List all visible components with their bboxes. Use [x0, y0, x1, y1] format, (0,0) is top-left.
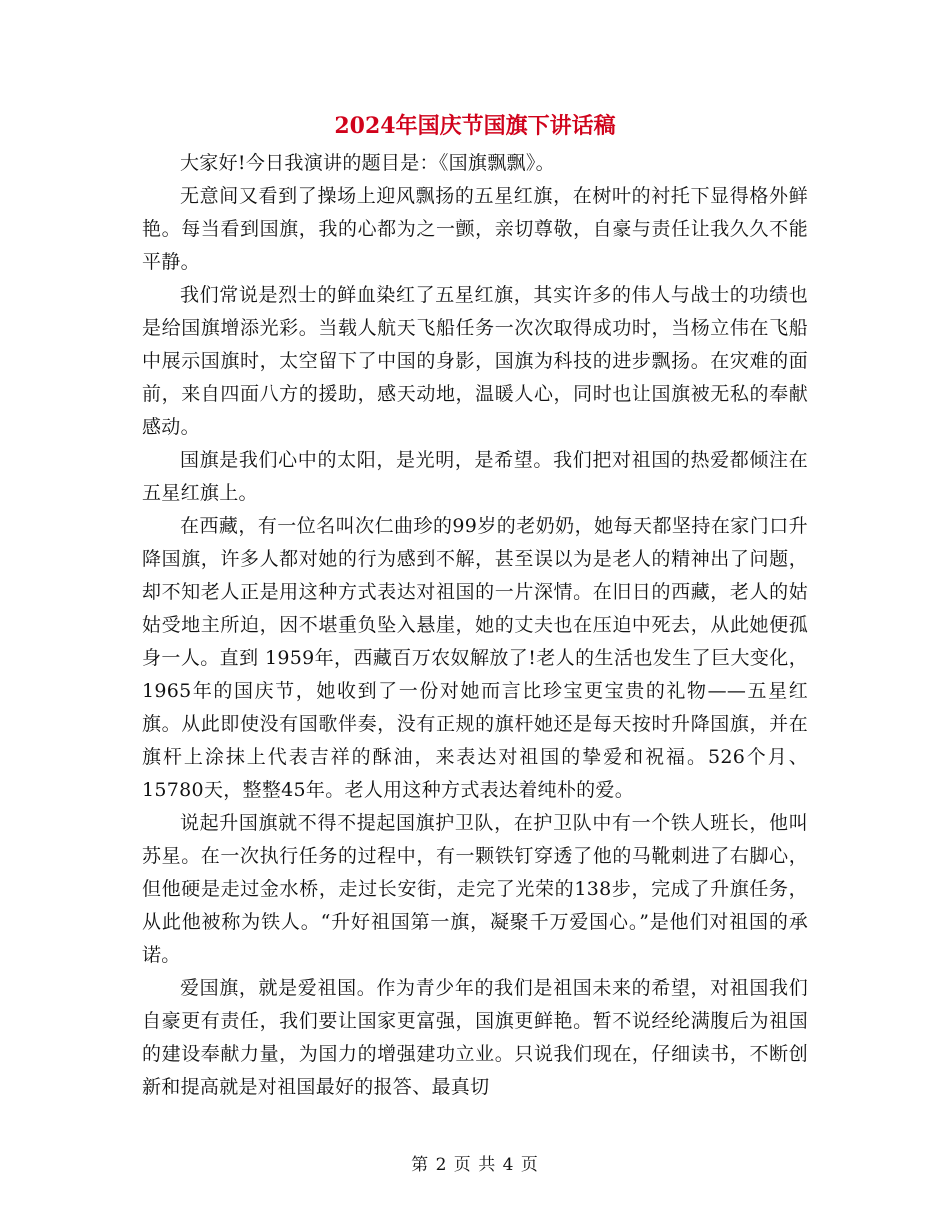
paragraph: 国旗是我们心中的太阳，是光明，是希望。我们把对祖国的热爱都倾注在五星红旗上。: [142, 449, 808, 504]
paragraph: 大家好!今日我演讲的题目是：《国旗飘飘》。: [180, 152, 555, 174]
document-title: 2024年国庆节国旗下讲话稿: [334, 113, 616, 139]
paragraph: 说起升国旗就不得不提起国旗护卫队，在护卫队中有一个铁人班长，他叫苏星。在一次执行任务的过程中，有一颗铁钉穿透了他的马靴刺进了右脚心，但他硬是走过金水桥，走过长安街，走完了光荣的138步，完成了升旗任务，从此他被称为铁人。“升好祖国第一旗，凝聚千万爱国心。”是他们对祖国的承诺。: [142, 812, 808, 966]
document-body: [142, 147, 808, 1104]
paragraph: 我们常说是烈士的鲜血染红了五星红旗，其实许多的伟人与战士的功绩也是给国旗增添光彩。当载人航天飞船任务一次次取得成功时，当杨立伟在飞船中展示国旗时，太空留下了中国的身影，国旗为科技的进步飘扬。在灾难的面前，来自四面八方的援助，感天动地，温暖人心，同时也让国旗被无私的奉献感动。: [142, 284, 808, 438]
page-number: 第 2 页 共 4 页: [411, 1155, 539, 1175]
paragraph: 在西藏，有一位名叫次仁曲珍的99岁的老奶奶，她每天都坚持在家门口升降国旗，许多人都对她的行为感到不解，甚至误以为是老人的精神出了问题，却不知老人正是用这种方式表达对祖国的一片深情。在旧日的西藏，老人的姑姑受地主所迫，因不堪重负坠入悬崖，她的丈夫也在压迫中死去，从此她便孤身一人。直到 1959年，西藏百万农奴解放了!老人的生活也发生了巨大变化，1965年的国庆节，她收到了一份对她而言比珍宝更宝贵的礼物——五星红旗。从此即使没有国歌伴奏，没有正规的旗杆她还是每天按时升降国旗，并在旗杆上涂抹上代表吉祥的酥油，来表达对祖国的挚爱和祝福。526个月、15780天，整整45年。老人用这种方式表达着纯朴的爱。: [142, 515, 808, 801]
paragraph: 爱国旗，就是爱祖国。作为青少年的我们是祖国未来的希望，对祖国我们自豪更有责任，我们要让国家更富强，国旗更鲜艳。暂不说经纶满腹后为祖国的建设奉献力量，为国力的增强建功立业。只说我们现在，仔细读书，不断创新和提高就是对祖国最好的报答、最真切: [142, 977, 808, 1098]
paragraph: 无意间又看到了操场上迎风飘扬的五星红旗，在树叶的衬托下显得格外鲜艳。每当看到国旗，我的心都为之一颤，亲切尊敬，自豪与责任让我久久不能平静。: [142, 185, 808, 273]
